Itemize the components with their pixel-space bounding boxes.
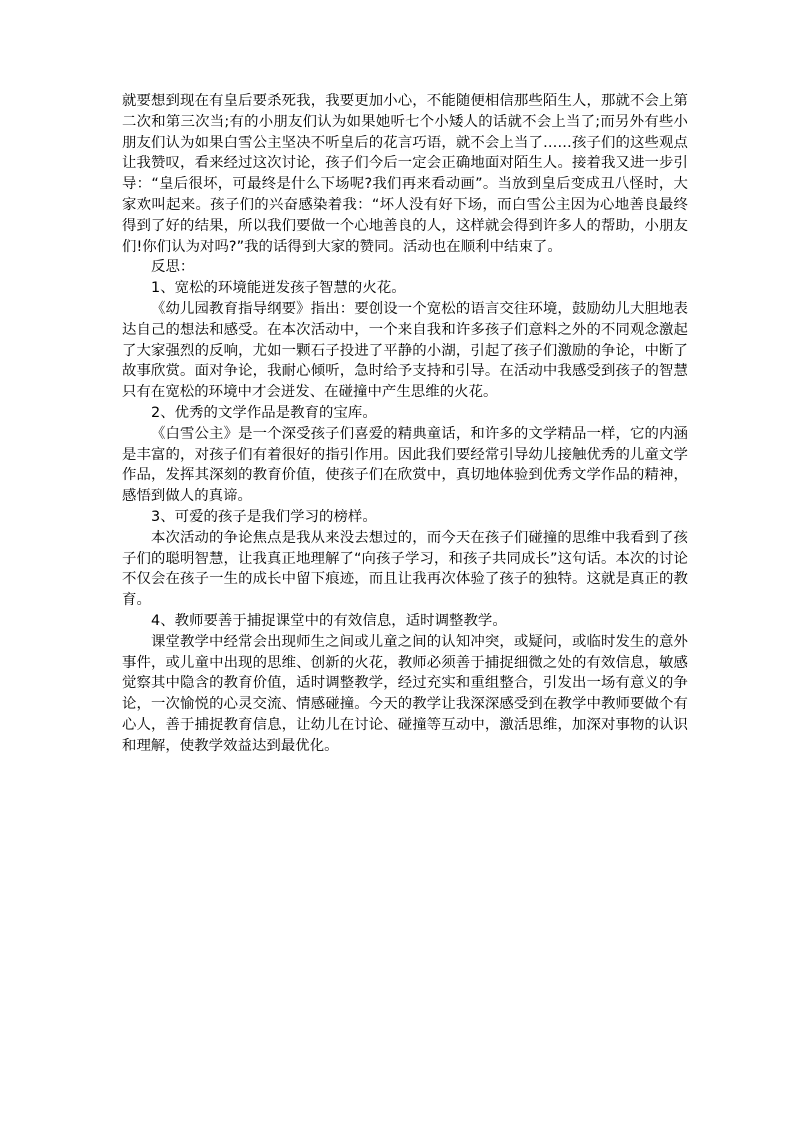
point-2-body: 《白雪公主》是一个深受孩子们喜爱的精典童话，和许多的文学精品一样，它的内涵是丰富的，对孩子们有着很好的指引作用。因此我们要经常引导幼儿接触优秀的儿童文学作品，发挥其深刻的教育价值，使孩子们在欣赏中，真切地体验到优秀文学作品的精神，感悟到做人的真谛。 [122,425,688,505]
paragraph-continuation: 就要想到现在有皇后要杀死我，我要更加小心，不能随便相信那些陌生人，那就不会上第二次和第三次当;有的小朋友们认为如果她听七个小矮人的话就不会上当了;而另外有些小朋友们认为如果白雪公主坚决不听皇后的花言巧语，就不会上当了……孩子们的这些观点让我赞叹，看来经过这次讨论，孩子们今后一定会正确地面对陌生人。接着我又进一步引导：“皇后很坏，可最终是什么下场呢?我们再来看动画”。当放到皇后变成丑八怪时，大家欢叫起来。孩子们的兴奋感染着我：“坏人没有好下场，而白雪公主因为心地善良最终得到了好的结果，所以我们要做一个心地善良的人，这样就会得到许多人的帮助，小朋友们!你们认为对吗?”我的话得到大家的赞同。活动也在顺利中结束了。 [122,93,688,255]
point-3-body: 本次活动的争论焦点是我从来没去想过的，而今天在孩子们碰撞的思维中我看到了孩子们的聪明智慧，让我真正地理解了“向孩子学习，和孩子共同成长”这句话。本次的讨论不仅会在孩子一生的成长中留下痕迹，而且让我再次体验了孩子的独特。这就是真正的教育。 [122,529,688,609]
point-3-heading: 3、可爱的孩子是我们学习的榜样。 [151,508,377,525]
point-1-body: 《幼儿园教育指导纲要》指出：要创设一个宽松的语言交往环境，鼓励幼儿大胆地表达自己的想法和感受。在本次活动中，一个来自我和许多孩子们意料之外的不同观念激起了大家强烈的反响，尤如一颗石子投进了平静的小湖，引起了孩子们激励的争论，中断了故事欣赏。面对争论，我耐心倾听，急时给予支持和引导。在活动中我感受到孩子的智慧只有在宽松的环境中才会迸发、在碰撞中产生思维的火花。 [122,300,688,401]
point-4-heading: 4、教师要善于捕捉课堂中的有效信息，适时调整教学。 [151,612,507,629]
point-2-heading: 2、优秀的文学作品是教育的宝库。 [151,404,377,421]
reflection-heading: 反思： [151,259,195,276]
point-1-heading: 1、宽松的环境能迸发孩子智慧的火花。 [151,280,406,297]
document-page [122,91,688,757]
point-4-body: 课堂教学中经常会出现师生之间或儿童之间的认知冲突，或疑问，或临时发生的意外事件，或儿童中出现的思维、创新的火花，教师必须善于捕捉细微之处的有效信息，敏感觉察其中隐含的教育价值，适时调整教学，经过充实和重组整合，引发出一场有意义的争论，一次愉悦的心灵交流、情感碰撞。今天的教学让我深深感受到在教学中教师要做个有心人，善于捕捉教育信息，让幼儿在讨论、碰撞等互动中，激活思维，加深对事物的认识和理解，使教学效益达到最优化。 [122,633,688,754]
